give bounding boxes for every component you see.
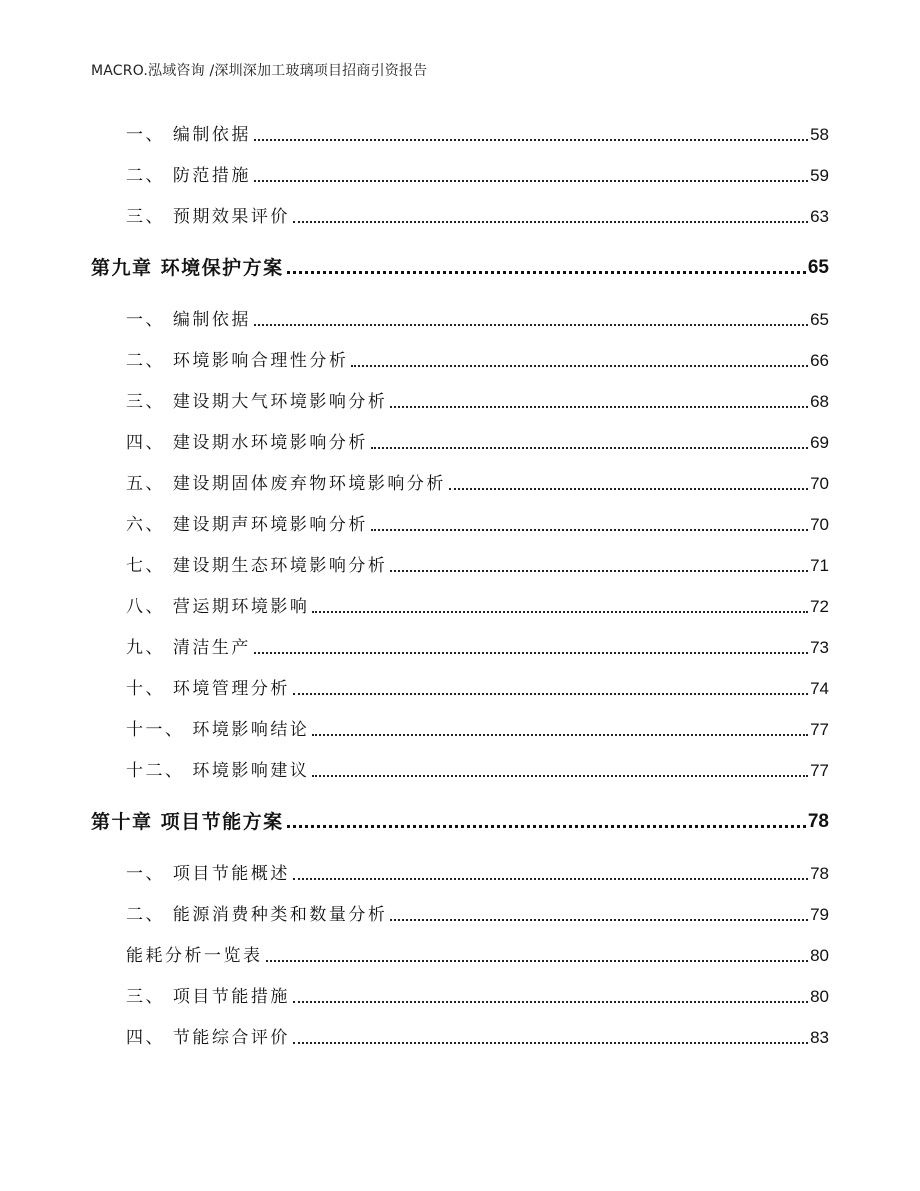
toc-entry-label: 三、 项目节能措施 xyxy=(126,987,290,1007)
toc-entry-page: 74 xyxy=(810,679,829,698)
toc-entry-page: 69 xyxy=(810,433,829,452)
toc-entry-page: 66 xyxy=(810,351,829,370)
toc-chapter-page: 78 xyxy=(807,811,829,832)
toc-entry[interactable] xyxy=(91,985,829,1009)
toc-leader-dots xyxy=(254,180,808,182)
toc-entry-label: 一、 项目节能概述 xyxy=(126,864,290,884)
toc-entry-label: 十、 环境管理分析 xyxy=(126,679,290,699)
toc-entry[interactable] xyxy=(91,759,829,783)
toc-chapter-label: 第十章 项目节能方案 xyxy=(91,811,284,833)
toc-entry-label: 七、 建设期生态环境影响分析 xyxy=(126,556,388,576)
toc-entry-page: 68 xyxy=(810,392,829,411)
toc-entry[interactable] xyxy=(91,1026,829,1050)
toc-leader-dots xyxy=(390,570,808,572)
toc-entry-page: 59 xyxy=(810,166,829,185)
toc-leader-dots xyxy=(293,878,808,880)
toc-chapter-entry[interactable] xyxy=(91,810,829,834)
toc-leader-dots xyxy=(351,365,808,367)
toc-entry[interactable] xyxy=(91,390,829,414)
toc-entry[interactable] xyxy=(91,513,829,537)
toc-chapter-entry[interactable] xyxy=(91,256,829,280)
toc-leader-dots xyxy=(287,825,806,828)
toc-entry[interactable] xyxy=(91,123,829,147)
toc-entry[interactable] xyxy=(91,308,829,332)
toc-entry[interactable] xyxy=(91,718,829,742)
toc-entry-page: 58 xyxy=(810,125,829,144)
toc-entry[interactable] xyxy=(91,903,829,927)
toc-leader-dots xyxy=(449,488,808,490)
toc-entry[interactable] xyxy=(91,349,829,373)
toc-entry-label: 四、 建设期水环境影响分析 xyxy=(126,433,368,453)
toc-leader-dots xyxy=(254,139,808,141)
toc-entry-label: 四、 节能综合评价 xyxy=(126,1028,290,1048)
toc-entry-label: 三、 预期效果评价 xyxy=(126,207,290,227)
toc-chapter-page: 65 xyxy=(807,257,829,278)
toc-leader-dots xyxy=(312,775,808,777)
toc-entry-label: 一、 编制依据 xyxy=(126,310,251,330)
toc-entry[interactable] xyxy=(91,636,829,660)
toc-leader-dots xyxy=(254,324,808,326)
toc-entry-page: 70 xyxy=(810,515,829,534)
toc-leader-dots xyxy=(312,611,808,613)
toc-entry-page: 73 xyxy=(810,638,829,657)
page-header: MACRO.泓域咨询 /深圳深加工玻璃项目招商引资报告 xyxy=(91,63,428,79)
toc-entry-page: 72 xyxy=(810,597,829,616)
toc-leader-dots xyxy=(371,447,808,449)
toc-entry-label: 十一、 环境影响结论 xyxy=(126,720,310,740)
toc-entry-page: 78 xyxy=(810,864,829,883)
toc-entry-page: 79 xyxy=(810,905,829,924)
toc-leader-dots xyxy=(390,919,808,921)
toc-entry-page: 65 xyxy=(810,310,829,329)
toc-entry[interactable] xyxy=(91,472,829,496)
toc-leader-dots xyxy=(293,693,808,695)
toc-entry-label: 五、 建设期固体废弃物环境影响分析 xyxy=(126,474,446,494)
toc-entry-page: 63 xyxy=(810,207,829,226)
toc-leader-dots xyxy=(371,529,808,531)
toc-entry-page: 77 xyxy=(810,720,829,739)
toc-entry-page: 83 xyxy=(810,1028,829,1047)
toc-entry-label: 能耗分析一览表 xyxy=(126,946,263,966)
toc-leader-dots xyxy=(312,734,808,736)
toc-entry[interactable] xyxy=(91,205,829,229)
toc-leader-dots xyxy=(293,221,808,223)
toc-entry[interactable] xyxy=(91,595,829,619)
toc-entry[interactable] xyxy=(91,431,829,455)
toc-entry-label: 十二、 环境影响建议 xyxy=(126,761,310,781)
toc-leader-dots xyxy=(254,652,808,654)
toc-entry-page: 71 xyxy=(810,556,829,575)
toc-leader-dots xyxy=(293,1001,808,1003)
toc-entry-label: 九、 清洁生产 xyxy=(126,638,251,658)
toc-entry-page: 70 xyxy=(810,474,829,493)
toc-entry-label: 三、 建设期大气环境影响分析 xyxy=(126,392,388,412)
toc-entry[interactable] xyxy=(91,862,829,886)
toc-entry-page: 77 xyxy=(810,761,829,780)
toc-entry-label: 八、 营运期环境影响 xyxy=(126,597,310,617)
toc-entry-label: 一、 编制依据 xyxy=(126,125,251,145)
toc-entry-page: 80 xyxy=(810,946,829,965)
toc-entry-label: 二、 防范措施 xyxy=(126,166,251,186)
toc-chapter-label: 第九章 环境保护方案 xyxy=(91,257,284,279)
toc-entry-page: 80 xyxy=(810,987,829,1006)
toc-entry[interactable] xyxy=(91,554,829,578)
toc-entry-label: 二、 环境影响合理性分析 xyxy=(126,351,349,371)
toc-entry[interactable] xyxy=(91,164,829,188)
toc-entry-label: 六、 建设期声环境影响分析 xyxy=(126,515,368,535)
toc-leader-dots xyxy=(287,271,806,274)
toc-entry-label: 二、 能源消费种类和数量分析 xyxy=(126,905,388,925)
toc-entry[interactable] xyxy=(91,944,829,968)
toc-leader-dots xyxy=(266,960,809,962)
toc-leader-dots xyxy=(293,1042,808,1044)
toc-leader-dots xyxy=(390,406,808,408)
toc-entry[interactable] xyxy=(91,677,829,701)
